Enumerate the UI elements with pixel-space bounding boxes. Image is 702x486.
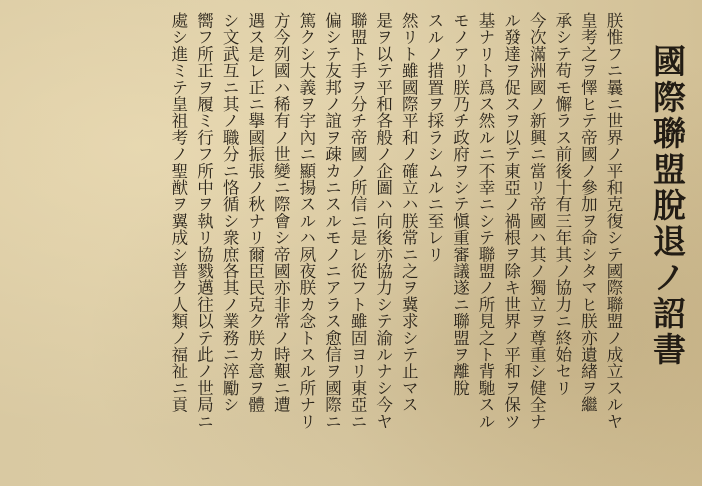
text-column: 聯盟ト手ヲ分チ帝國ノ所信ニ是レ從フト雖固ヨリ東亞ニ [348,12,368,430]
text-column: 處シ進ミテ皇祖考ノ聖猷ヲ翼成シ普ク人類ノ福祉ニ貢 [168,12,188,413]
text-column: 遇ス是レ正ニ擧國振張ノ秋ナリ爾臣民克ク朕カ意ヲ體 [245,12,265,413]
text-column: モノアリ朕乃チ政府ヲシテ愼重審議遂ニ聯盟ヲ離脫 [450,12,470,397]
text-column: シ文武互ニ其ノ職分ニ恪循シ衆庶各其ノ業務ニ淬勵シ [220,12,240,413]
text-column: 今次滿洲國ノ新興ニ當リ帝國ハ其ノ獨立ヲ尊重シ健全ナ [527,12,547,430]
text-column: ル發達ヲ促スヲ以テ東亞ノ禍根ヲ除キ世界ノ平和ヲ保ツ [501,12,521,430]
text-column: 皇考之ヲ懌ヒテ帝國ノ參加ヲ命シタマヒ朕亦遺緖ヲ繼 [578,12,598,413]
document-title: 國際聯盟脫退ノ詔書 [648,44,687,368]
text-column: 然リト雖國際平和ノ確立ハ朕常ニ之ヲ冀求シテ止マス [399,12,419,413]
text-column: 偏シテ友邦ノ誼ヲ疎カニスルモノニアラス愈信ヲ國際ニ [322,12,342,430]
text-column: 篤クシ大義ヲ宇內ニ顯揚スルハ夙夜朕カ念トスル所ナリ [296,12,316,430]
text-column: 是ヲ以テ平和各般ノ企圖ハ向後亦協力シテ渝ルナシ今ヤ [373,12,393,430]
text-column: 承シテ苟モ懈ラス前後十有三年其ノ協力ニ終始セリ [552,12,572,397]
document-body [6,12,626,480]
text-column: 嚮フ所正ヲ履ミ行フ所中ヲ執リ協戮邁往以テ此ノ世局ニ [194,12,214,430]
text-column: 朕惟フニ曩ニ世界ノ平和克復シテ國際聯盟ノ成立スルヤ [604,12,623,430]
text-column: 方今列國ハ稀有ノ世變ニ際會シ帝國亦非常ノ時艱ニ遭 [271,12,291,413]
text-column: 基ナリト爲ス然ルニ不幸ニシテ聯盟ノ所見之ト背馳スル [476,12,496,430]
text-column: スルノ措置ヲ採ラシムルニ至レリ [424,12,444,263]
